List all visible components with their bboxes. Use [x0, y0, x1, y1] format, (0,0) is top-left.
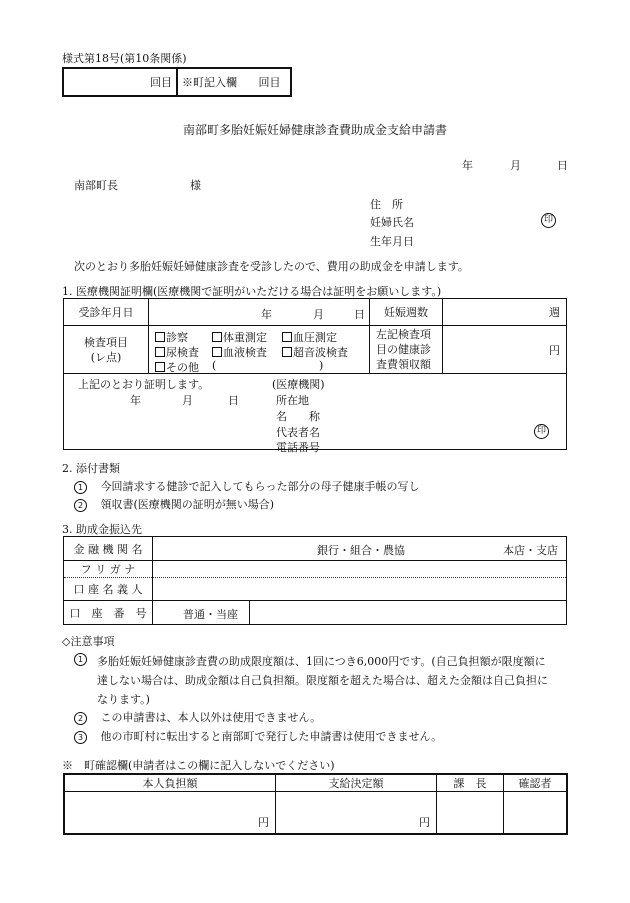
addressee-honorific: 様	[190, 179, 201, 192]
intro-text: 次のとおり多胎妊娠妊婦健康診査を受診したので、費用の助成金を申請します。	[74, 260, 469, 273]
form-title: 南部町多胎妊娠妊婦健康診査費助成金支給申請書	[182, 123, 447, 137]
furigana-cell[interactable]	[153, 561, 567, 578]
date-day: 日	[557, 159, 568, 172]
bank-label: 金 融 機 関 名	[64, 537, 153, 561]
confirm-table	[63, 773, 568, 835]
section3-heading: 3. 助成金振込先	[62, 523, 142, 536]
date-month: 月	[510, 159, 521, 172]
count-box	[62, 67, 292, 97]
self-amount-cell[interactable]: 円	[64, 792, 276, 835]
date-year: 年	[462, 159, 473, 172]
attachment-item-1: 1 今回請求する健診で記入してもらった部分の母子健康手帳の写し	[74, 478, 420, 494]
section1-heading: 1. 医療機関証明欄(医療機関で証明がいただける場合は証明をお願いします。)	[62, 285, 442, 298]
times-cell[interactable]: 回目	[63, 68, 177, 96]
applicant-address-label: 住 所	[370, 198, 403, 211]
furigana-label: フ リ ガ ナ	[64, 561, 153, 578]
fee-cell[interactable]: 円	[443, 326, 567, 374]
section2-heading: 2. 添付書類	[62, 462, 120, 475]
addressee-name: 南部町長	[74, 179, 118, 192]
note-item-2: 2 この申請書は、本人以外は使用できません。	[74, 709, 321, 725]
check-other[interactable]: その他	[155, 359, 199, 375]
bank-cell[interactable]: 銀行・組合・農協 本店・支店	[153, 537, 567, 561]
attachment-item-2: 2 領収書(医療機関の証明が無い場合)	[74, 496, 274, 512]
decided-amount-cell[interactable]: 円	[276, 792, 437, 835]
holder-cell[interactable]	[153, 578, 567, 601]
exam-date-label: 受診年月日	[64, 299, 149, 326]
applicant-birthdate-label: 生年月日	[370, 235, 414, 248]
exam-date-cell[interactable]: 年 月 日	[149, 299, 370, 326]
bank-table	[63, 536, 567, 625]
certification-area: 上記のとおり証明します。 (医療機関) 年 月 日 所在地 名 称 代表者名 印 電話番号	[64, 374, 567, 450]
account-cell[interactable]: 普通・当座	[153, 601, 567, 625]
holder-label: 口 座 名 義 人	[64, 578, 153, 601]
check-ultrasound[interactable]: 超音波検査	[282, 344, 348, 360]
other-paren-close: )	[319, 359, 324, 372]
col-self: 本人負担額	[64, 774, 276, 792]
checker-cell[interactable]	[504, 792, 568, 835]
col-decided: 支給決定額	[276, 774, 437, 792]
account-label: 口 座 番 号	[64, 601, 153, 625]
applicant-name-label: 妊婦氏名	[370, 216, 414, 229]
notes-heading: ◇注意事項	[62, 635, 115, 648]
check-blood[interactable]: 血液検査	[212, 344, 267, 360]
items-cell	[149, 326, 370, 374]
other-paren-open: (	[212, 359, 217, 372]
check-urine[interactable]: 尿検査	[155, 344, 199, 360]
weeks-cell[interactable]: 週	[443, 299, 567, 326]
medical-cert-table	[63, 298, 567, 454]
fee-label: 左記検査項 目の健康診 査費領収額	[370, 326, 443, 374]
applicant-seal-icon: 印	[541, 212, 556, 228]
check-weight[interactable]: 体重測定	[212, 329, 267, 345]
col-chief: 課 長	[437, 774, 504, 792]
note-item-1-text: 多胎妊娠妊婦健康診査費の助成限度額は、1回につき6,000円です。(自己負担額が限度額に 達しない場合は、助成金額は自己負担額。限度額を超えた場合は、超えた金額は自己負担に なります。)	[97, 655, 548, 706]
items-label: 検査項目 (レ点)	[64, 326, 149, 374]
chief-cell[interactable]	[437, 792, 504, 835]
weeks-label: 妊娠週数	[370, 299, 443, 326]
form-number: 様式第18号(第10条関係)	[62, 52, 187, 65]
account-divider	[249, 601, 250, 624]
check-blood-pressure[interactable]: 血圧測定	[282, 329, 337, 345]
check-shinsatsu[interactable]: 診察	[155, 329, 188, 345]
town-entry-cell[interactable]: ※町記入欄 回目	[182, 76, 281, 89]
note-item-3: 3 他の市町村に転出すると南部町で発行した申請書は使用できません。	[74, 728, 442, 744]
note-item-1: 1	[74, 652, 87, 666]
confirm-heading: ※ 町確認欄(申請者はこの欄に記入しないでください)	[62, 759, 335, 772]
col-checker: 確認者	[504, 774, 568, 792]
institution-seal-icon: 印	[534, 423, 549, 439]
